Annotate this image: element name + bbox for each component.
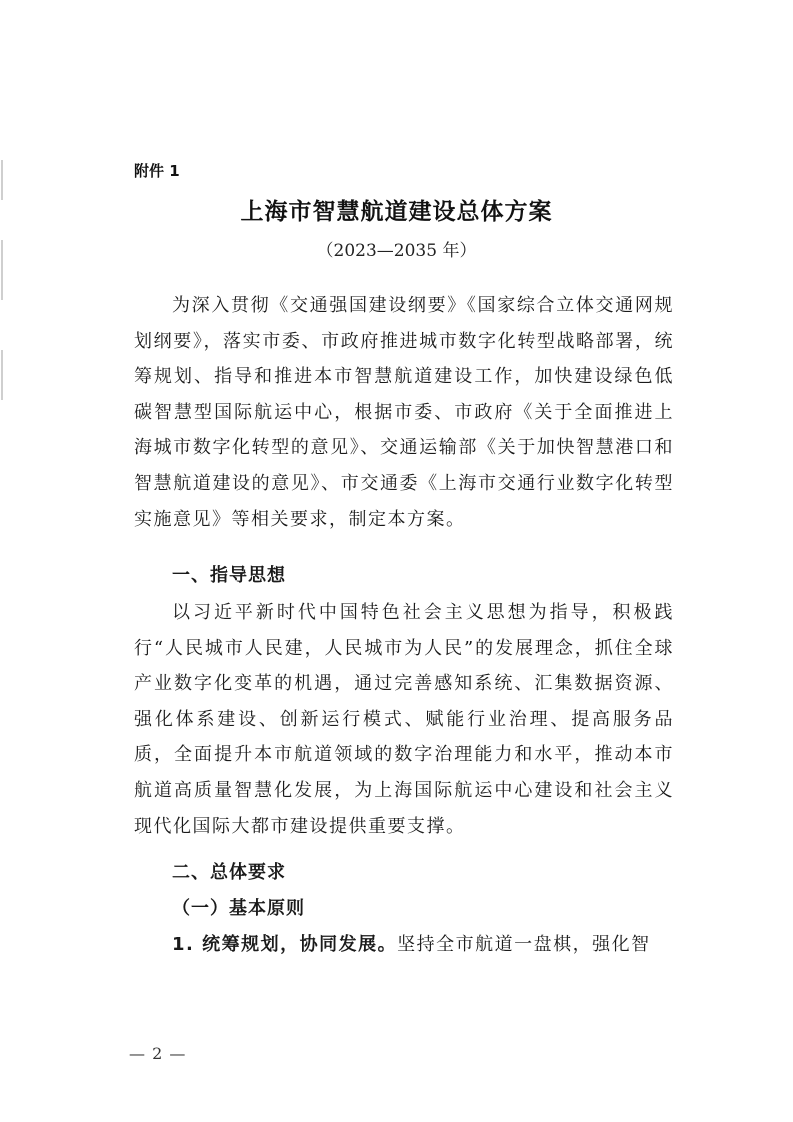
section-heading-overall-requirements: 二、总体要求 [172, 862, 286, 883]
principle-paragraph [172, 930, 676, 956]
principle-lead: 1. 统筹规划，协同发展。 [172, 934, 398, 955]
guiding-ideology-paragraph: 以习近平新时代中国特色社会主义思想为指导，积极践行“人民城市人民建，人民城市为人民”的发展理念，抓住全球产业数字化变革的机遇，通过完善感知系统、汇集数据资源、强化体系建设、创新运行模式、赋能行业治理、提高服务品质，全面提升本市航道领域的数字治理能力和水平，推动本市航道高质量智慧化发展，为上海国际航运中心建设和社会主义现代化国际大都市建设提供重要支撑。 [134, 602, 674, 837]
principle-text: 坚持全市航道一盘棋，强化智 [397, 934, 651, 955]
document-subtitle: （2023—2035 年） [316, 241, 477, 261]
subsection-heading-basic-principles: （一）基本原则 [172, 898, 305, 919]
intro-paragraph: 为深入贯彻《交通强国建设纲要》《国家综合立体交通网规划纲要》，落实市委、市政府推进城市数字化转型战略部署，统筹规划、指导和推进本市智慧航道建设工作，加快建设绿色低碳智慧型国际航运中心，根据市委、市政府《关于全面推进上海城市数字化转型的意见》、交通运输部《关于加快智慧港口和智慧航道建设的意见》、市交通委《上海市交通行业数字化转型实施意见》等相关要求，制定本方案。 [134, 295, 674, 530]
section-heading-guiding-ideology: 一、指导思想 [172, 565, 286, 586]
page-number: — 2 — [129, 1044, 187, 1063]
document-title: 上海市智慧航道建设总体方案 [240, 199, 553, 225]
attachment-label: 附件 1 [134, 162, 180, 180]
